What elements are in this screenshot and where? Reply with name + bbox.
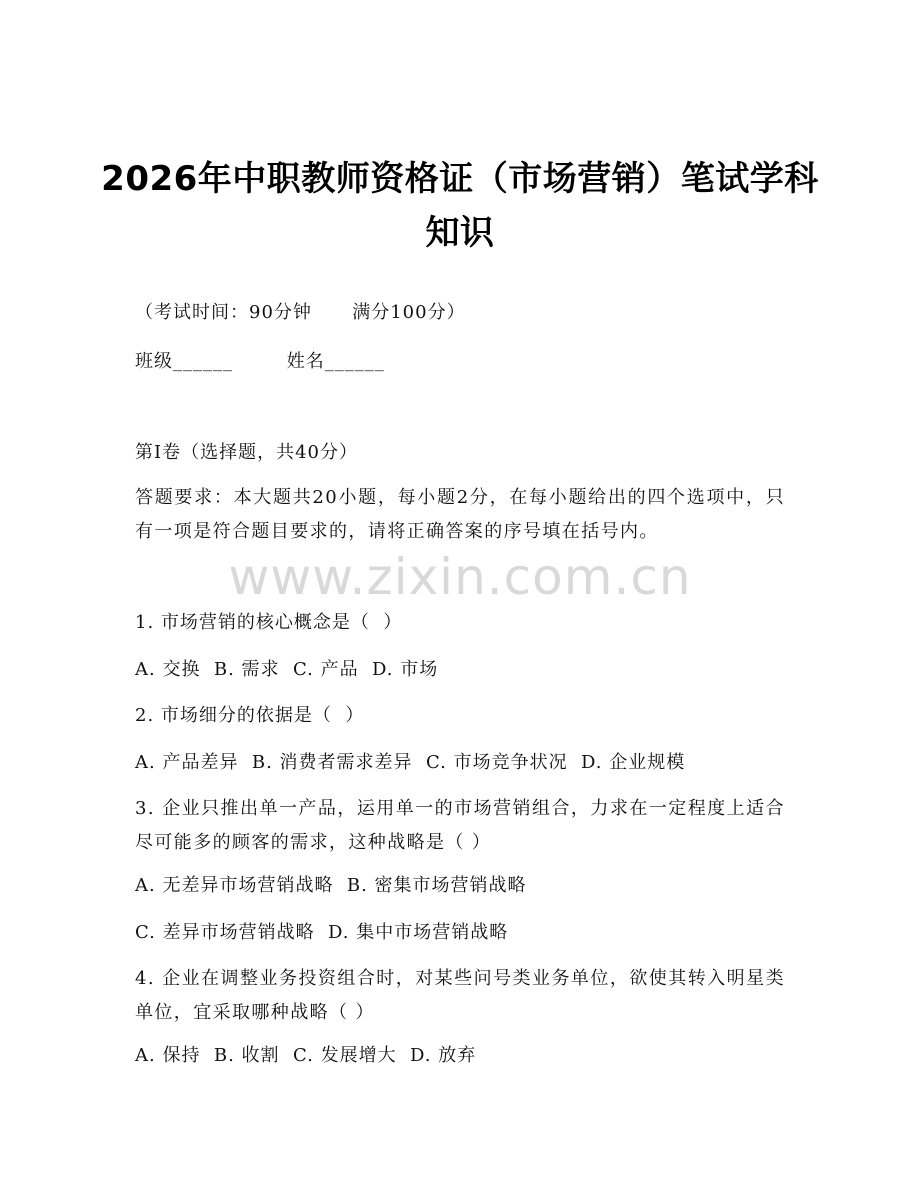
page-title: 2026年中职教师资格证（市场营销）笔试学科知识 xyxy=(101,159,819,253)
question-1-stem: 1. 市场营销的核心概念是（ ） xyxy=(135,612,403,633)
watermark: www.zixin.com.cn xyxy=(228,548,692,606)
instructions: 答题要求：本大题共20小题，每小题2分，在每小题给出的四个选项中，只有一项是符合题目要求的，请将正确答案的序号填在括号内。 xyxy=(135,487,785,542)
question-4-options: A. 保持 B. 收割 C. 发展增大 D. 放弃 xyxy=(135,1045,477,1066)
question-4-stem: 4. 企业在调整业务投资组合时，对某些问号类业务单位，欲使其转入明星类单位，宜采取哪种战略（ ） xyxy=(135,968,785,1023)
question-1-options: A. 交换 B. 需求 C. 产品 D. 市场 xyxy=(135,659,439,680)
exam-info: （考试时间：90分钟 满分100分） xyxy=(135,302,466,323)
question-3-options-line-1: A. 无差异市场营销战略 B. 密集市场营销战略 xyxy=(135,875,527,896)
question-2-options: A. 产品差异 B. 消费者需求差异 C. 市场竞争状况 D. 企业规模 xyxy=(135,752,686,773)
class-name-line: 班级______ 姓名______ xyxy=(135,351,385,372)
question-3-options-line-2: C. 差异市场营销战略 D. 集中市场营销战略 xyxy=(135,922,509,943)
question-3-stem: 3. 企业只推出单一产品，运用单一的市场营销组合，力求在一定程度上适合尽可能多的顾客的需求，这种战略是（ ） xyxy=(135,798,785,853)
section-heading: 第I卷（选择题，共40分） xyxy=(135,442,359,463)
question-2-stem: 2. 市场细分的依据是（ ） xyxy=(135,705,365,726)
